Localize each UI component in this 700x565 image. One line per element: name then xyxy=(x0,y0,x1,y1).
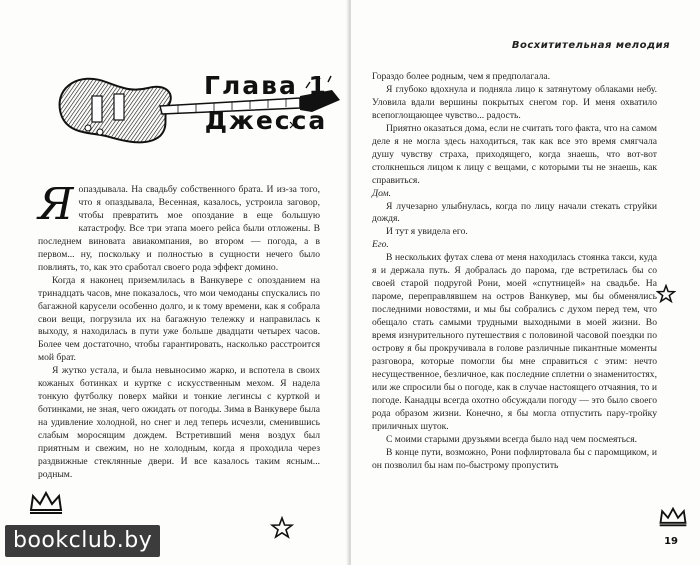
right-text-column xyxy=(372,71,657,473)
left-page xyxy=(0,0,349,565)
paragraph: Когда я наконец приземлилась в Ванкувере с опозданием на тринадцать часов, мне показалось, что мои чемоданы спускались по багажной карусели особенно долго, и к тому времени, как я собрала свои вещи, погрузила их на багажную тележку и направилась к выходу, я находилась в пути уже больше двадцати четырех часов. Более чем достаточно, чтобы гарантировать, насколько расстроится мой брат. xyxy=(38,274,320,364)
running-head: Восхитительная мелодия xyxy=(511,40,670,51)
paragraph: С моими старыми друзьями всегда было над чем посмеяться. xyxy=(386,433,638,445)
chapter-number: Глава 1 xyxy=(204,71,328,100)
chapter-title: Джесса xyxy=(204,106,328,135)
paragraph: В конце пути, возможно, Рони пофлиртовала бы с паромщиком, и он позволил бы нам по-быстрому пропустить xyxy=(372,446,657,471)
left-text-column xyxy=(38,179,320,482)
crown-doodle-icon xyxy=(28,490,64,516)
paragraph: В нескольких футах слева от меня находилась стоянка такси, куда я и держала путь. Я добралась до парома, где встретилась бы со своей старой подругой Рони, моей «спутницей» на свадьбе. На пароме, переправлявшем на остров Ванкувер, мы бы обменялись последними новостями, и мы бы собрались с духом перед тем, что обещало стать самыми трудными выходными в моей жизни. Во время изнурительного путешествия с половиной часовой поездки по острову я бы прокручивала в голове различные пикантные моменты разговора, которые помогли бы мне справиться с этим: нечто несущественное, безличное, как последние сплетни о знаменитостях, или же спросили бы о погоде, как в случае настоящего отчаяния, то и погоде. Канадцы всегда охотно обсуждали погоду — это было своего рода образом жизни. Конечно, я бы могла отпустить пару-тройку приличных шуток. xyxy=(372,252,657,432)
site-watermark: bookclub.by xyxy=(5,525,160,557)
crown-doodle-icon xyxy=(658,505,688,529)
drop-cap: Я xyxy=(38,179,74,230)
paragraph: Я жутко устала, и была невыносимо жарко, и вспотела в своих кожаных ботинках и куртке с искусственным мехом. Я надела тонкую футболку поверх майки и тонкие легинсы с курткой и ботинками, не зная, чего ожидать от погоды. Зима в Ванкувере была на удивление холодной, но снег и лед теперь исчезли, сменившись слабым моросящим дождем. Встретивший меня воздух был приятным и свежим, но не холодным, когда я проходила через раздвижные стеклянные двери. И все казалось таким ясным... родным. xyxy=(38,365,320,480)
paragraph: И тут я увидела его. xyxy=(386,226,468,238)
paragraph: Я лучезарно улыбнулась, когда по лицу начали стекать струйки дождя. xyxy=(372,200,657,225)
star-doodle-icon xyxy=(656,284,676,304)
paragraph: опаздывала. На свадьбу собственного брата. И из-за того, что я опаздывала, Весенная, казалось, устроила заговор, чтобы превратить мое опоздание в еще большую катастрофу. Все три этапа моего рейса были отложены. В последнем виновата авиакомпания, во втором — погода, а в первом... ну, поскольку и полностью в сущности нечего было повлиять, то, как это сработал своего рода эффект домино. xyxy=(38,184,320,273)
star-doodle-icon xyxy=(270,516,294,540)
paragraph: Его. xyxy=(372,239,389,251)
chapter-heading xyxy=(196,72,336,136)
paragraph: Гораздо более родным, чем я предполагала. xyxy=(372,71,551,82)
paragraph: Я глубоко вдохнула и подняла лицо к затянутому облаками небу. Уловила вдали вершины покрытых снегом гор. И меня охватило всепоглощающее чувство... радость. xyxy=(372,83,657,121)
paragraph: Приятно оказаться дома, если не считать того факта, что на самом деле я не могла здесь находиться, так как все это время смягчала душу чувству страха, приходящего, когда знаешь, что вот-вот столкнешься лицом к лицу с вещами, с которыми ты не знаешь, как справиться. xyxy=(372,122,657,186)
paragraph: Дом. xyxy=(372,187,392,199)
page-number: 19 xyxy=(664,536,678,547)
